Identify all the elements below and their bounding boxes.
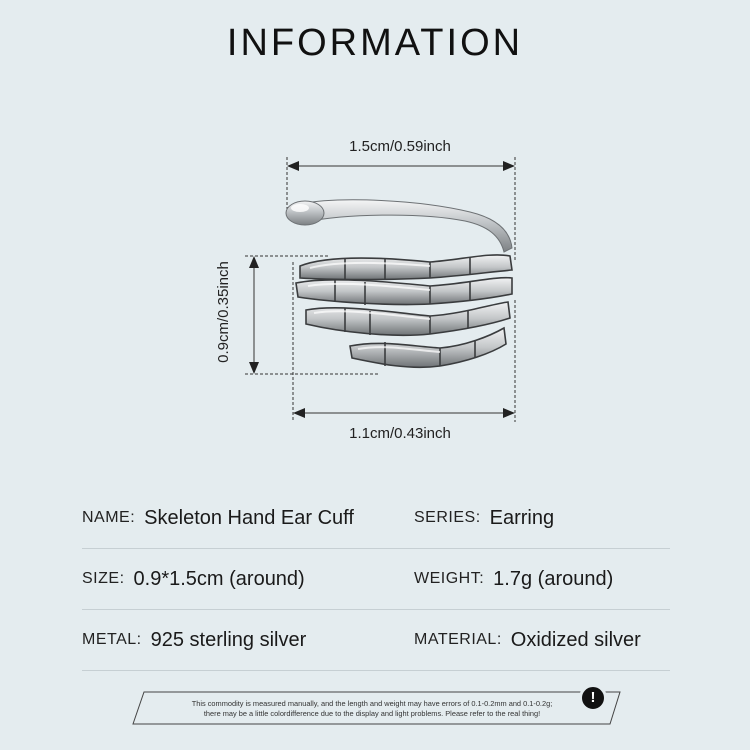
page-title: INFORMATION [226, 22, 524, 64]
spec-label: METAL: [82, 631, 142, 648]
spec-label: SIZE: [82, 570, 125, 587]
spec-label: MATERIAL: [414, 631, 502, 648]
measurement-notice [132, 691, 622, 725]
height-dimension-label: 0.9cm/0.35inch [215, 261, 232, 363]
spec-row [82, 549, 670, 610]
depth-dimension-label: 1.1cm/0.43inch [349, 425, 451, 442]
notice-text [152, 699, 592, 719]
spec-label: SERIES: [414, 509, 481, 526]
spec-label: WEIGHT: [414, 570, 485, 587]
spec-value: 0.9*1.5cm (around) [133, 567, 305, 590]
spec-row [82, 610, 670, 671]
spec-name [82, 488, 354, 548]
cuff-band [286, 200, 512, 252]
spec-material [414, 610, 641, 670]
notice-line: This commodity is measured manually, and the length and weight may have errors of 0.1-0.2mm and 0.1-0.2g; [191, 699, 553, 708]
spec-metal [82, 610, 306, 670]
spec-value: Earring [489, 506, 555, 529]
spec-label: NAME: [82, 509, 136, 526]
spec-value: 925 sterling silver [150, 628, 307, 651]
width-dimension-label: 1.5cm/0.59inch [349, 138, 451, 155]
spec-weight [414, 549, 613, 609]
spec-value: Skeleton Hand Ear Cuff [144, 506, 354, 529]
exclamation-icon: ! [579, 684, 607, 712]
spec-value: Oxidized silver [510, 628, 641, 651]
spec-series [414, 488, 554, 548]
spec-value: 1.7g (around) [493, 567, 614, 590]
notice-line: there may be a little colordifference due to the display and light problems. Please refer to the real thing! [203, 709, 541, 718]
skeleton-fingers [296, 255, 512, 367]
spec-row [82, 488, 670, 549]
spec-table [82, 488, 670, 671]
spec-size [82, 549, 305, 609]
